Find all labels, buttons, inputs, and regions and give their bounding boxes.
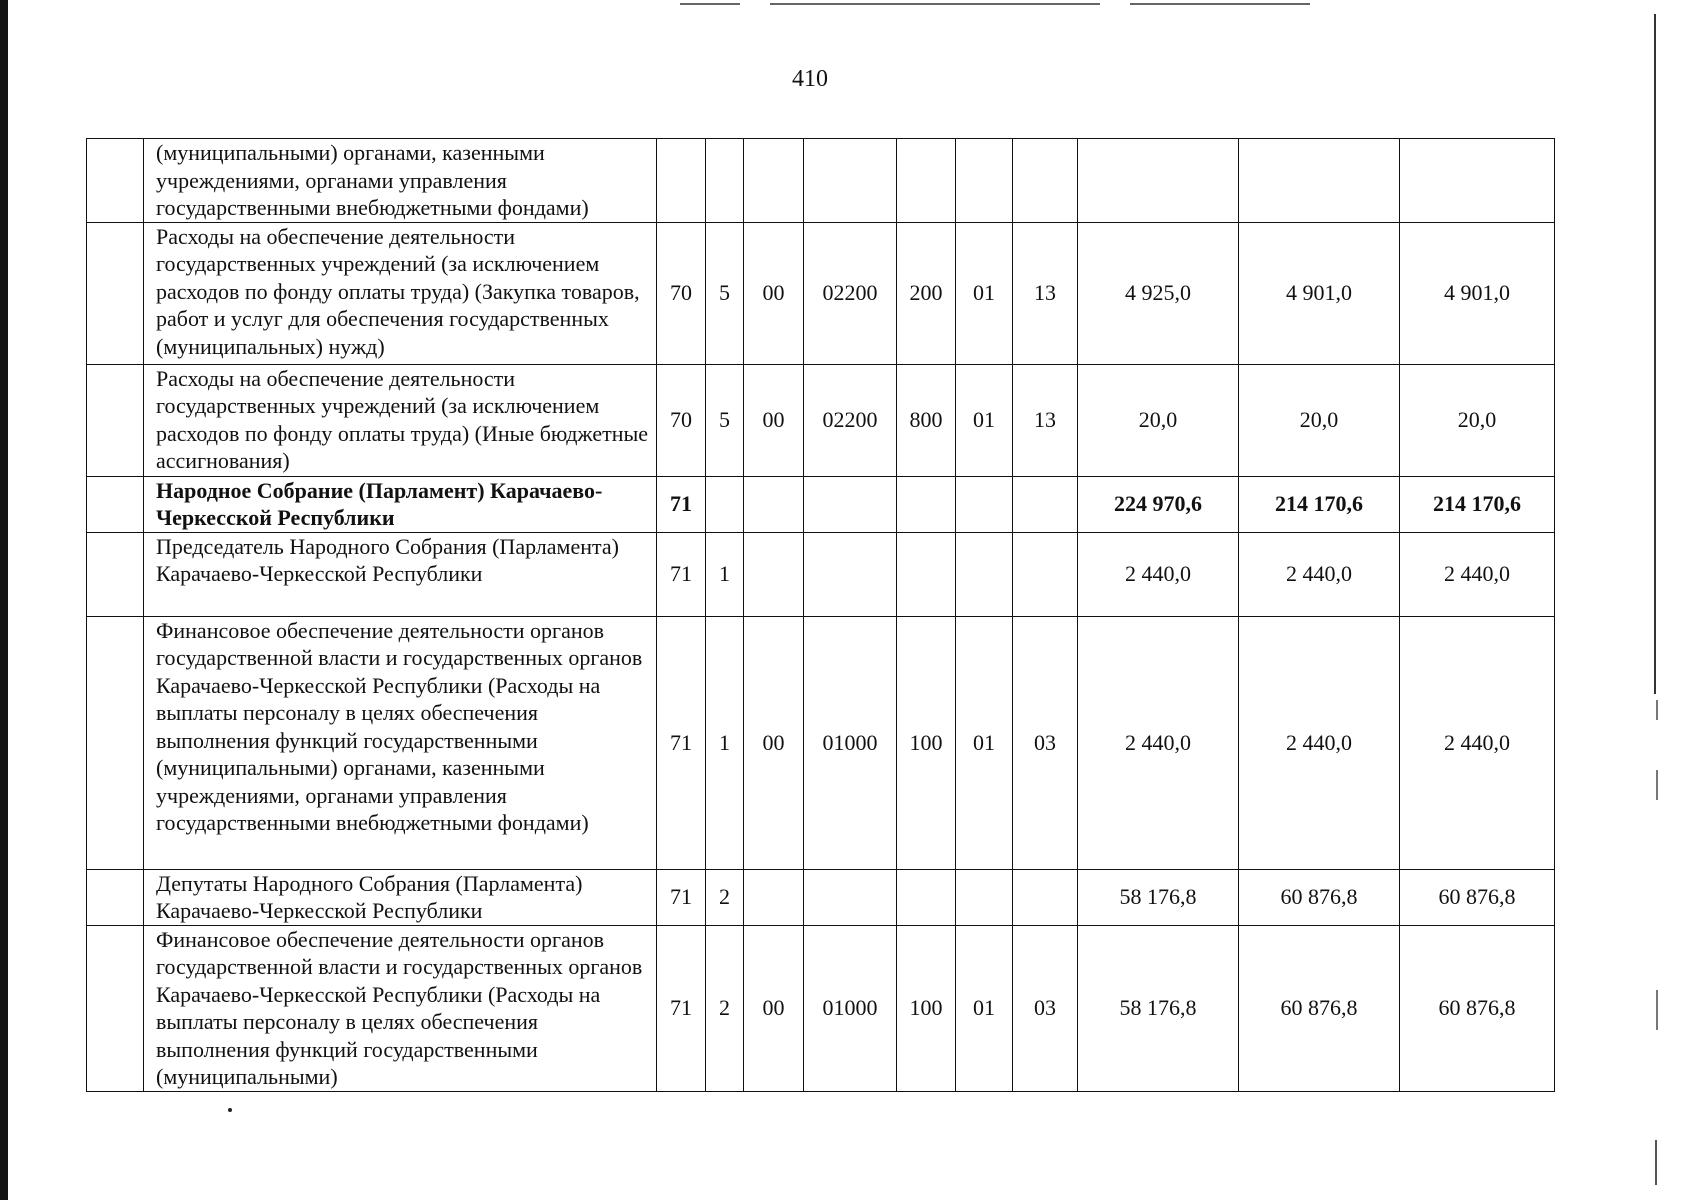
code-cell: 01: [956, 616, 1013, 869]
code-cell: [804, 139, 897, 223]
page-number: 410: [792, 66, 828, 92]
code-cell: [1013, 139, 1078, 223]
budget-table: [86, 138, 1555, 1092]
code-cell: 01: [956, 364, 1013, 476]
code-cell: [1013, 476, 1078, 532]
code-cell: [744, 476, 804, 532]
code-cell: 5: [706, 364, 744, 476]
code-cell: 800: [897, 364, 956, 476]
code-cell: 03: [1013, 925, 1078, 1091]
code-cell: 01000: [804, 925, 897, 1091]
code-cell: 71: [657, 532, 706, 616]
code-cell: [956, 532, 1013, 616]
amount-cell: 4 901,0: [1239, 222, 1400, 364]
code-cell: [804, 869, 897, 925]
code-cell: 71: [657, 925, 706, 1091]
code-cell: 71: [657, 476, 706, 532]
amount-cell: 2 440,0: [1400, 616, 1555, 869]
description-cell: Финансовое обеспечение деятельности органов государственной власти и государственных органов Карачаево-Черкесской Республики (Расходы на выплаты персоналу в целях обеспечения выполнения функций государственными (муниципальными) органами, казенными учреждениями, органами управления государственными внебюджетными фондами): [144, 616, 657, 869]
description-cell: Председатель Народного Собрания (Парламента) Карачаево-Черкесской Республики: [144, 532, 657, 616]
amount-cell: 60 876,8: [1239, 869, 1400, 925]
code-cell: [744, 869, 804, 925]
code-cell: 1: [706, 616, 744, 869]
code-cell: [1013, 532, 1078, 616]
amount-cell: 2 440,0: [1078, 616, 1239, 869]
code-cell: 200: [897, 222, 956, 364]
scan-speck: [228, 1108, 232, 1112]
code-cell: 13: [1013, 222, 1078, 364]
code-cell: [956, 869, 1013, 925]
description-cell: Депутаты Народного Собрания (Парламента) Карачаево-Черкесской Республики: [144, 869, 657, 925]
code-cell: 70: [657, 364, 706, 476]
code-cell: 00: [744, 222, 804, 364]
scan-right-rule-lower: [1655, 1140, 1657, 1185]
amount-cell: 20,0: [1078, 364, 1239, 476]
code-cell: [804, 476, 897, 532]
amount-cell: 2 440,0: [1078, 532, 1239, 616]
index-cell: [87, 222, 144, 364]
code-cell: 70: [657, 222, 706, 364]
table-row: [87, 364, 1555, 476]
description-cell: Расходы на обеспечение деятельности государственных учреждений (за исключением расходов по фонду оплаты труда) (Закупка товаров, работ и услуг для обеспечения государственных (муниципальных) нужд): [144, 222, 657, 364]
amount-cell: 58 176,8: [1078, 925, 1239, 1091]
index-cell: [87, 616, 144, 869]
index-cell: [87, 139, 144, 223]
code-cell: 2: [706, 869, 744, 925]
scan-tick: [1656, 990, 1658, 1030]
description-cell: (муниципальными) органами, казенными учреждениями, органами управления государственными внебюджетными фондами): [144, 139, 657, 223]
amount-cell: 214 170,6: [1239, 476, 1400, 532]
code-cell: [956, 139, 1013, 223]
table-row: [87, 139, 1555, 223]
amount-cell: 4 925,0: [1078, 222, 1239, 364]
scan-tick: [1656, 700, 1658, 720]
code-cell: [1013, 869, 1078, 925]
code-cell: [706, 476, 744, 532]
table-row: [87, 222, 1555, 364]
table-row: [87, 532, 1555, 616]
description-cell: Расходы на обеспечение деятельности государственных учреждений (за исключением расходов по фонду оплаты труда) (Иные бюджетные ассигнования): [144, 364, 657, 476]
table-row: [87, 616, 1555, 869]
code-cell: 02200: [804, 222, 897, 364]
code-cell: 1: [706, 532, 744, 616]
amount-cell: 224 970,6: [1078, 476, 1239, 532]
amount-cell: [1239, 139, 1400, 223]
code-cell: 71: [657, 616, 706, 869]
amount-cell: [1400, 139, 1555, 223]
code-cell: 00: [744, 364, 804, 476]
amount-cell: 20,0: [1239, 364, 1400, 476]
amount-cell: 214 170,6: [1400, 476, 1555, 532]
scan-top-mark: [680, 3, 740, 5]
index-cell: [87, 476, 144, 532]
code-cell: [956, 476, 1013, 532]
code-cell: 03: [1013, 616, 1078, 869]
code-cell: 5: [706, 222, 744, 364]
amount-cell: 2 440,0: [1239, 532, 1400, 616]
amount-cell: 60 876,8: [1239, 925, 1400, 1091]
amount-cell: 58 176,8: [1078, 869, 1239, 925]
code-cell: [897, 869, 956, 925]
scan-top-mark: [1130, 3, 1310, 5]
code-cell: 02200: [804, 364, 897, 476]
code-cell: 01: [956, 222, 1013, 364]
index-cell: [87, 925, 144, 1091]
amount-cell: [1078, 139, 1239, 223]
index-cell: [87, 532, 144, 616]
code-cell: [897, 532, 956, 616]
code-cell: 13: [1013, 364, 1078, 476]
table-row: [87, 869, 1555, 925]
code-cell: [706, 139, 744, 223]
amount-cell: 2 440,0: [1239, 616, 1400, 869]
table-row: [87, 925, 1555, 1091]
amount-cell: 60 876,8: [1400, 925, 1555, 1091]
description-cell: Народное Собрание (Парламент) Карачаево-Черкесской Республики: [144, 476, 657, 532]
code-cell: 100: [897, 925, 956, 1091]
amount-cell: 20,0: [1400, 364, 1555, 476]
amount-cell: 60 876,8: [1400, 869, 1555, 925]
code-cell: 00: [744, 925, 804, 1091]
code-cell: 2: [706, 925, 744, 1091]
code-cell: [897, 476, 956, 532]
code-cell: [657, 139, 706, 223]
scan-tick: [1656, 770, 1658, 800]
table-row: [87, 476, 1555, 532]
index-cell: [87, 869, 144, 925]
code-cell: [804, 532, 897, 616]
amount-cell: 4 901,0: [1400, 222, 1555, 364]
code-cell: 00: [744, 616, 804, 869]
code-cell: 100: [897, 616, 956, 869]
code-cell: [897, 139, 956, 223]
index-cell: [87, 364, 144, 476]
amount-cell: 2 440,0: [1400, 532, 1555, 616]
scan-right-rule: [1654, 14, 1656, 694]
scan-left-edge: [0, 0, 8, 1200]
description-cell: Финансовое обеспечение деятельности органов государственной власти и государственных органов Карачаево-Черкесской Республики (Расходы на выплаты персоналу в целях обеспечения выполнения функций государственными (муниципальными): [144, 925, 657, 1091]
code-cell: 01: [956, 925, 1013, 1091]
scan-top-mark: [770, 3, 1100, 5]
code-cell: [744, 532, 804, 616]
code-cell: 71: [657, 869, 706, 925]
code-cell: [744, 139, 804, 223]
code-cell: 01000: [804, 616, 897, 869]
